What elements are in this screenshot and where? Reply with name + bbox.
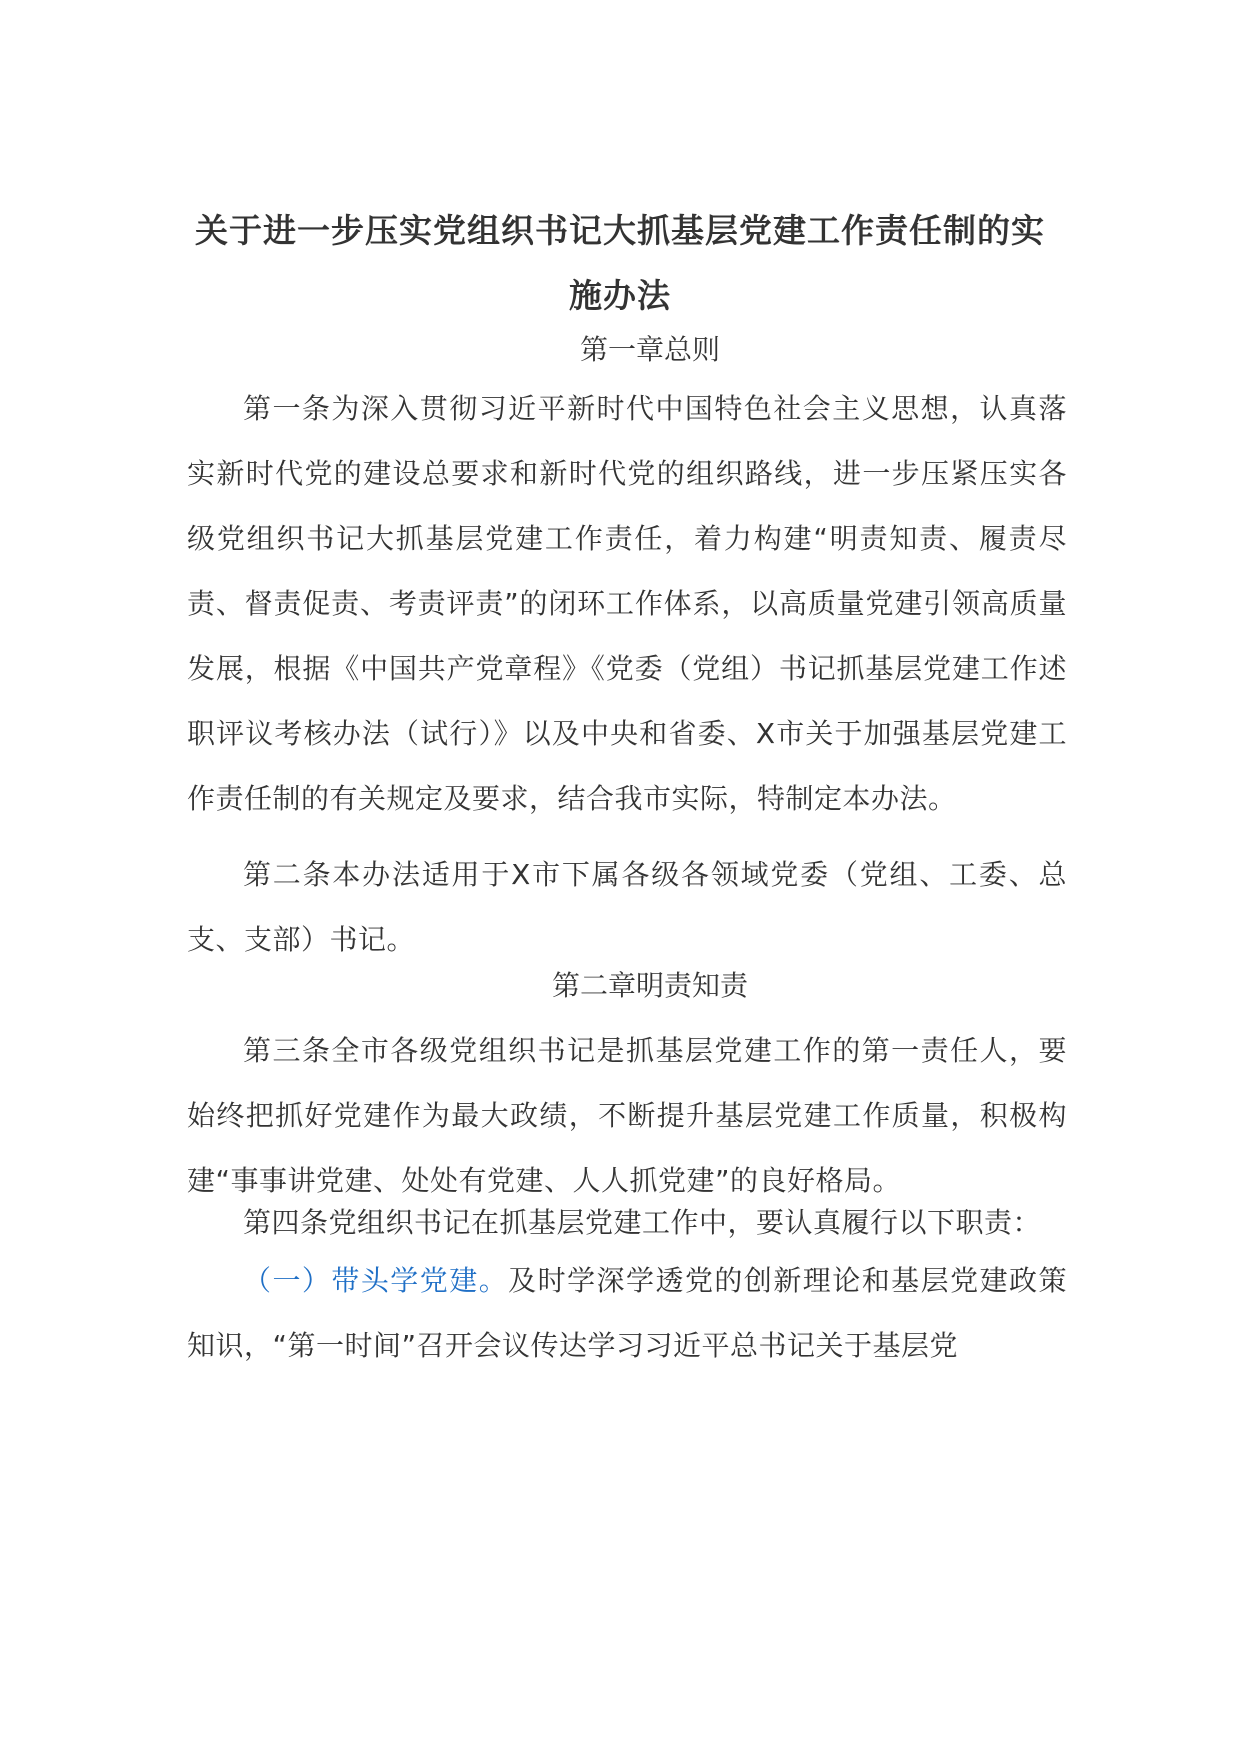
item-1-heading: （一）带头学党建。 xyxy=(243,1264,509,1297)
item-1-text: 及时学深学透党的创新理论和基层党建政策知识，“第一时间”召开会议传达学习习近平总书记关于基层党 xyxy=(187,1264,1067,1362)
chapter-heading-1: 第一章总则 xyxy=(579,333,720,366)
item-1-paragraph xyxy=(187,1248,1067,1378)
article-2-paragraph: 第二条本办法适用于X市下属各级各领域党委（党组、工委、总支、支部）书记。 xyxy=(187,858,1067,956)
document-title: 关于进一步压实党组织书记大抓基层党建工作责任制的实施办法 xyxy=(195,211,1045,315)
article-1-paragraph: 第一条为深入贯彻习近平新时代中国特色社会主义思想，认真落实新时代党的建设总要求和新时代党的组织路线，进一步压紧压实各级党组织书记大抓基层党建工作责任，着力构建“明责知责、履责尽责、督责促责、考责评责”的闭环工作体系，以高质量党建引领高质量发展，根据《中国共产党章程》《党委（党组）书记抓基层党建工作述职评议考核办法（试行）》以及中央和省委、X市关于加强基层党建工作责任制的有关规定及要求，结合我市实际，特制定本办法。 xyxy=(187,392,1067,815)
article-3-paragraph: 第三条全市各级党组织书记是抓基层党建工作的第一责任人，要始终把抓好党建作为最大政绩，不断提升基层党建工作质量，积极构建“事事讲党建、处处有党建、人人抓党建”的良好格局。 xyxy=(187,1034,1067,1197)
chapter-heading-2: 第二章明责知责 xyxy=(551,969,748,1002)
article-4-paragraph: 第四条党组织书记在抓基层党建工作中，要认真履行以下职责： xyxy=(243,1206,1042,1239)
